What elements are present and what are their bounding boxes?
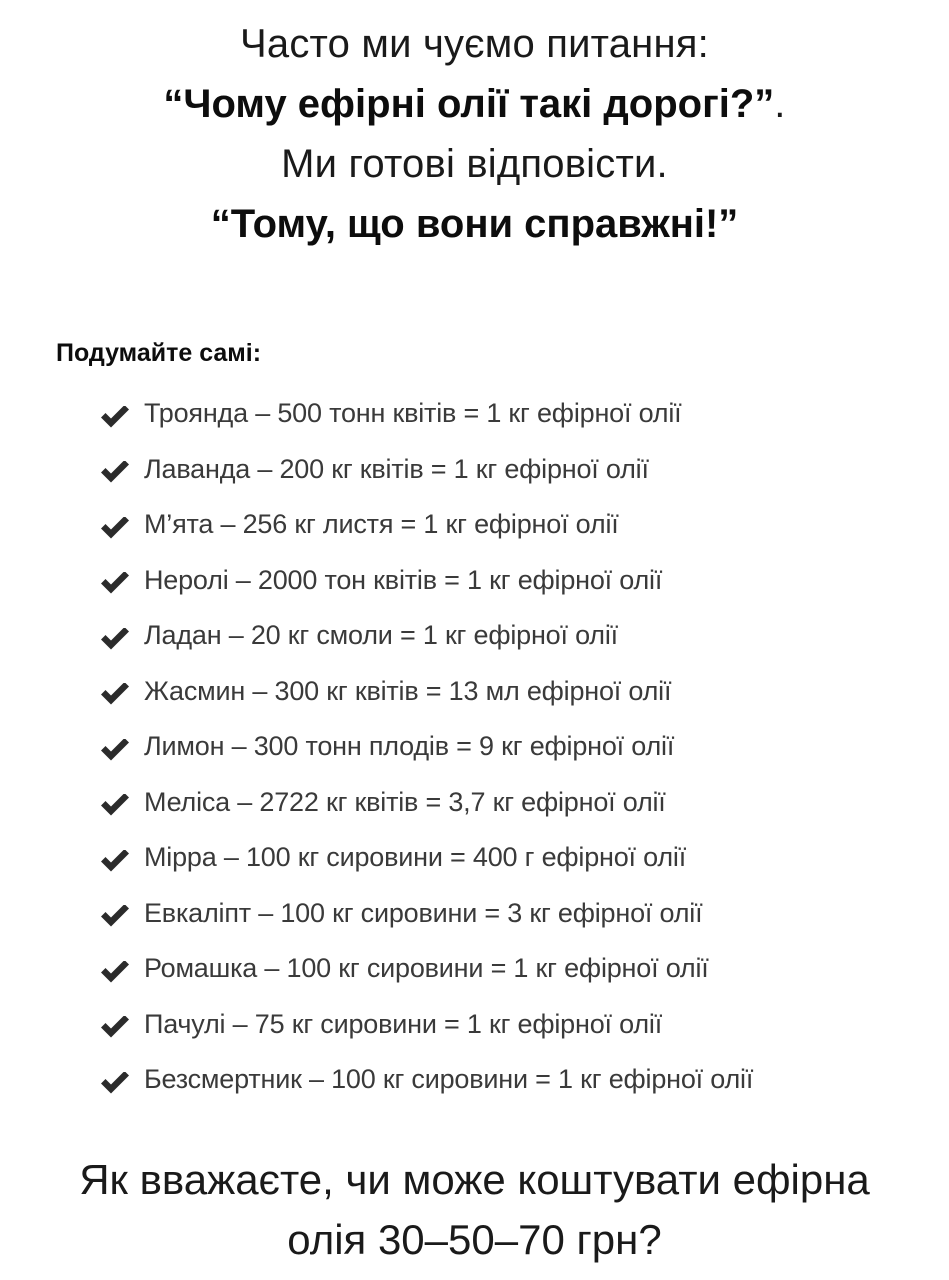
list-item-text: Лаванда – 200 кг квітів = 1 кг ефірної олії (144, 453, 649, 484)
list-item-text: Меліса – 2722 кг квітів = 3,7 кг ефірної олії (144, 786, 666, 817)
list-item (100, 997, 920, 1053)
check-icon (100, 794, 130, 816)
list-item (100, 497, 920, 553)
list-item-text: Мірра – 100 кг сировини = 400 г ефірної олії (144, 842, 687, 873)
question-period: . (774, 82, 786, 126)
check-icon (100, 850, 130, 872)
check-icon (100, 1072, 130, 1094)
list-item (100, 664, 920, 720)
list-item-text: Безсмертник – 100 кг сировини = 1 кг ефірної олії (144, 1064, 754, 1095)
intro-line: Часто ми чуємо питання: (240, 22, 709, 66)
check-icon (100, 1016, 130, 1038)
check-icon (100, 517, 130, 539)
list-item (100, 775, 920, 831)
list-item (100, 1052, 920, 1108)
list-item-text: Ромашка – 100 кг сировини = 1 кг ефірної олії (144, 953, 709, 984)
list-item-text: Неролі – 2000 тон квітів = 1 кг ефірної олії (144, 564, 663, 595)
check-icon (100, 961, 130, 983)
list-item (100, 941, 920, 997)
intro-question-line (0, 74, 949, 134)
check-icon (100, 683, 130, 705)
list-item-text: Лимон – 300 тонн плодів = 9 кг ефірної олії (144, 731, 675, 762)
closing-question (0, 1150, 949, 1270)
closing-line: Як вважаєте, чи може коштувати ефірна (79, 1156, 870, 1203)
intro-block (0, 14, 949, 254)
check-icon (100, 905, 130, 927)
list-item-text: Пачулі – 75 кг сировини = 1 кг ефірної олії (144, 1008, 663, 1039)
facts-list (100, 386, 920, 1108)
list-item (100, 886, 920, 942)
list-item-text: Жасмин – 300 кг квітів = 13 мл ефірної олії (144, 675, 672, 706)
section-heading: Подумайте самі: (56, 339, 262, 367)
list-item (100, 830, 920, 886)
answer-text: “Тому, що вони справжні!” (210, 202, 739, 246)
intro-line: Ми готові відповісти. (281, 142, 668, 186)
list-item-text: Евкаліпт – 100 кг сировини = 3 кг ефірної олії (144, 897, 703, 928)
question-text: “Чому ефірні олії такі дорогі?” (163, 82, 775, 126)
list-item-text: М’ята – 256 кг листя = 1 кг ефірної олії (144, 509, 619, 540)
check-icon (100, 628, 130, 650)
list-item (100, 608, 920, 664)
list-item (100, 553, 920, 609)
check-icon (100, 572, 130, 594)
check-icon (100, 406, 130, 428)
closing-line: олія 30–50–70 грн? (287, 1216, 662, 1263)
check-icon (100, 461, 130, 483)
list-item (100, 442, 920, 498)
list-item-text: Ладан – 20 кг смоли = 1 кг ефірної олії (144, 620, 618, 651)
list-item (100, 719, 920, 775)
list-item (100, 386, 920, 442)
check-icon (100, 739, 130, 761)
list-item-text: Троянда – 500 тонн квітів = 1 кг ефірної олії (144, 398, 682, 429)
